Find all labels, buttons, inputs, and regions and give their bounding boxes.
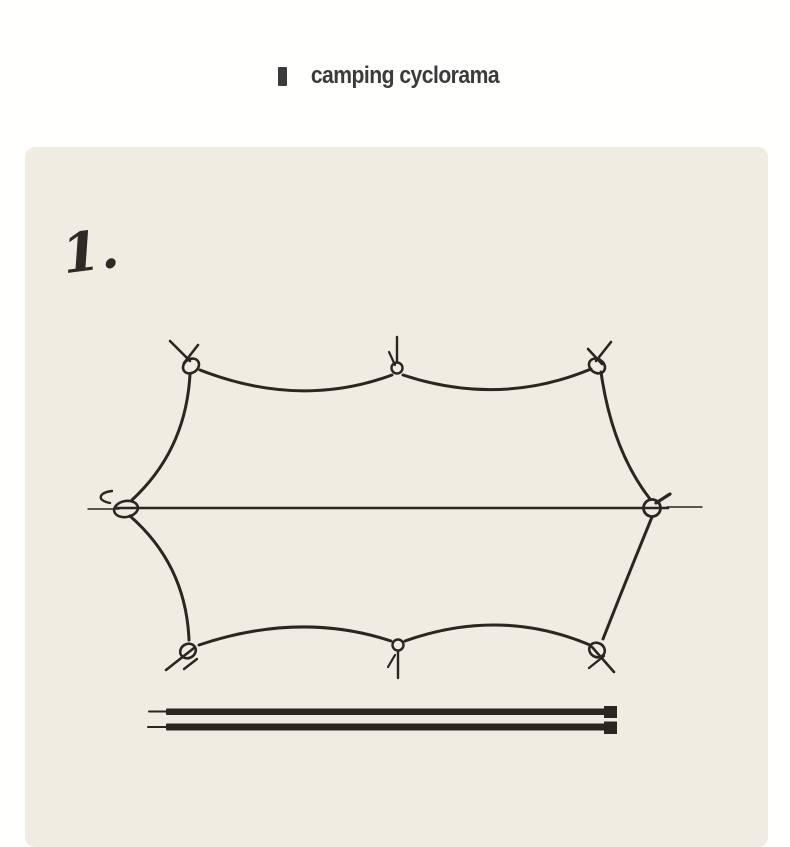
knot-bottom-right [587, 640, 614, 672]
pole-1 [148, 706, 617, 718]
tarp-edge-right-upper [601, 372, 650, 499]
tarp-edge-bottom-right [405, 625, 590, 645]
ridge-line [88, 507, 702, 509]
knot-top-left [170, 341, 202, 376]
knot-bottom-center [388, 640, 404, 679]
tarp-edge-left-upper [132, 374, 190, 500]
knot-bottom-left [166, 641, 198, 670]
knot-left-center [101, 491, 139, 519]
knot-top-center [389, 337, 403, 374]
knot-top-right [586, 342, 611, 376]
tarp-edge-right-lower [603, 517, 652, 639]
page-title: camping cyclorama [310, 62, 500, 89]
tarp-edge-bottom-left [199, 627, 391, 645]
tarp-edge-top-left [200, 370, 392, 391]
tarp-edge-top-right [403, 369, 591, 390]
pole-2 [147, 722, 617, 735]
step-number: 1. [58, 215, 123, 287]
tarp-edge-left-lower [130, 516, 189, 640]
